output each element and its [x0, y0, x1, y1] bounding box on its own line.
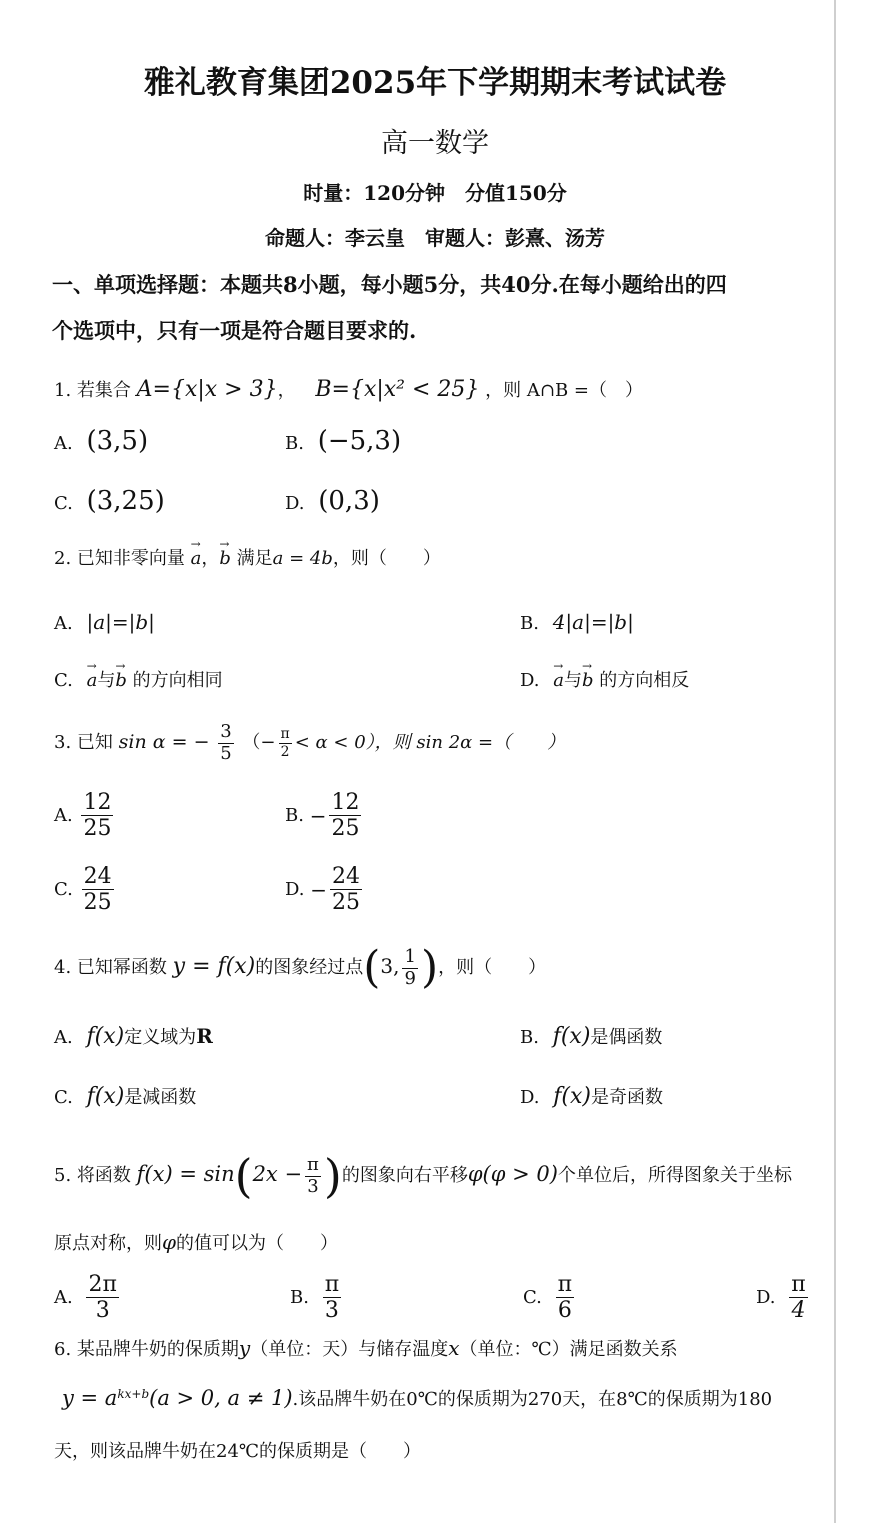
q2-option-d [520, 672, 689, 690]
numerator: 3 [220, 720, 232, 742]
numerator: π [307, 1153, 319, 1175]
denominator: 3 [95, 1298, 110, 1324]
option-label: B. [285, 804, 304, 826]
denominator: 3 [307, 1175, 319, 1197]
option-function: f(x) [86, 1084, 125, 1109]
question-4: 4. 已知幂函数 y = f(x)的图象经过点(3, $\frac{1}{9}$ )，则（ ） [54, 942, 547, 993]
real-numbers-symbol: R [196, 1024, 213, 1048]
q5-inner: 2x − [252, 1162, 303, 1186]
vector-b: → b [582, 672, 594, 690]
question-5-line2 [54, 1232, 338, 1253]
numerator: 24 [83, 864, 112, 889]
q3-pi-half [279, 726, 292, 759]
q5-line2: 原点对称，则 [54, 1233, 162, 1254]
denominator: 2 [280, 743, 290, 760]
q3-ask: sin 2α =（ ） [416, 732, 566, 753]
option-value: |a|=|b| [86, 610, 155, 634]
q6-var-y: y [238, 1336, 251, 1360]
option-sign: − [309, 803, 327, 828]
denominator: 9 [404, 967, 416, 989]
q5-option-d [756, 1272, 811, 1324]
q3-fraction [218, 722, 233, 764]
q1-option-d [285, 488, 380, 514]
with-text: 与 [563, 670, 582, 691]
option-label: A. [54, 804, 73, 826]
option-text: 是减函数 [124, 1087, 197, 1108]
q6-condition: (a > 0, a ≠ 1) [149, 1386, 293, 1410]
q6-line1c: （单位：℃）满足函数关系 [459, 1339, 678, 1360]
q6-exponent: kx+b [117, 1387, 150, 1401]
option-value: (3,25) [86, 486, 165, 516]
time-score-line: 时量：120分钟 分值150分 [303, 181, 567, 205]
q5-mid: 的图象向右平移 [341, 1165, 468, 1186]
option-text: 定义域为 [124, 1027, 197, 1048]
denominator: 4 [791, 1298, 806, 1324]
option-label: D. [285, 878, 305, 900]
option-label: D. [520, 670, 540, 691]
with-text: 与 [97, 670, 116, 691]
q3-range-right: < α < 0），则 [294, 732, 411, 753]
option-label: A. [54, 613, 73, 634]
question-6 [54, 1338, 678, 1359]
denominator: 3 [324, 1298, 339, 1324]
option-text: 的方向相同 [132, 670, 223, 691]
q4-suffix: ，则（ ） [438, 957, 547, 978]
q3-sin: sin α = − [118, 731, 210, 753]
vector-a: → a [191, 550, 202, 568]
option-fraction [81, 790, 113, 842]
option-label: C. [54, 670, 73, 691]
q3-prefix: 3. 已知 [54, 732, 113, 753]
vector-a: → a [87, 672, 98, 690]
q5-function: f(x) = sin [136, 1162, 235, 1186]
option-function: f(x) [552, 1024, 591, 1049]
authors-line: 命题人：李云皇 审题人：彭熹、汤芳 [265, 226, 605, 250]
option-label: A. [54, 1027, 73, 1048]
denominator: 6 [557, 1298, 572, 1324]
numerator: π [791, 1272, 806, 1297]
question-2: 2. 已知非零向量 → a，→ b 满足a = 4b，则（ ） [54, 550, 441, 568]
numerator: 12 [331, 790, 360, 815]
numerator: π [280, 726, 290, 743]
question-6-line2 [62, 1388, 772, 1409]
numerator: 1 [404, 945, 416, 967]
q5-line2-end: 的值可以为（ ） [176, 1233, 339, 1254]
q5-option-b [290, 1272, 344, 1324]
section-heading-line1: 一、单项选择题：本题共8小题，每小题5分，共40分.在每小题给出的四 [52, 272, 727, 297]
numerator: π [557, 1272, 573, 1297]
option-label: C. [54, 878, 73, 900]
q1-set-a: A={x|x > 3} [136, 377, 278, 402]
option-label: B. [290, 1286, 309, 1308]
q2-option-a [54, 612, 155, 633]
q6-formula: y = a [62, 1386, 118, 1410]
q3-option-d [285, 864, 365, 916]
subject-title: 高一数学 [381, 128, 489, 159]
q4-option-b [520, 1026, 662, 1048]
question-5: 5. 将函数 f(x) = sin(2x − $\frac{\pi}{3}$ )的图象向右平移φ(φ > 0)个单位后，所得图象关于坐标 [54, 1149, 792, 1203]
option-value: (−5,3) [317, 426, 402, 456]
q3-option-b [285, 790, 364, 842]
vector-b: → b [115, 672, 127, 690]
option-fraction [329, 790, 361, 842]
option-label: B. [285, 433, 304, 454]
q5-line2-phi: φ [162, 1230, 177, 1254]
q6-line1b: （单位：天）与储存温度 [250, 1339, 449, 1360]
option-sign: − [310, 877, 328, 902]
option-label: A. [54, 1286, 73, 1308]
denominator: 5 [220, 742, 232, 764]
q2-prefix: 2. 已知非零向量 [54, 548, 185, 569]
option-text: 的方向相反 [599, 670, 690, 691]
q1-set-b: B={x|x² < 25} [315, 377, 480, 402]
q4-option-a [54, 1026, 213, 1048]
q4-mid: 的图象经过点 [255, 957, 364, 978]
option-label: D. [520, 1087, 540, 1108]
question-3 [54, 716, 565, 769]
q1-suffix: ，则 A∩B =（ ） [485, 380, 643, 401]
q4-option-d [520, 1086, 663, 1108]
option-fraction [330, 864, 362, 916]
denominator: 25 [83, 890, 112, 916]
numerator: 2π [88, 1272, 117, 1297]
q1-option-a [54, 428, 148, 454]
q1-prefix: 1. 若集合 [54, 380, 131, 401]
option-text: 是偶函数 [590, 1027, 663, 1048]
q5-pi-third [305, 1155, 321, 1197]
option-label: D. [285, 493, 305, 514]
denominator: 25 [332, 890, 361, 916]
q2-option-b [520, 612, 634, 633]
option-fraction [86, 1272, 118, 1324]
q1-option-c [54, 488, 165, 514]
q2-suffix: ，则（ ） [332, 548, 441, 569]
q6-var-x: x [448, 1336, 460, 1360]
q4-option-c [54, 1086, 196, 1108]
option-text: 是奇函数 [590, 1087, 663, 1108]
option-fraction [82, 864, 114, 916]
option-value: 4|a|=|b| [552, 610, 634, 634]
vector-b: → b [219, 550, 231, 568]
q5-option-a [54, 1272, 122, 1324]
numerator: 24 [332, 864, 361, 889]
q3-range-left: （− [242, 732, 276, 753]
question-1: 1. 若集合 A={x|x > 3}， B={x|x² < 25} ，则 A∩B =（ ） [54, 377, 643, 402]
numerator: π [324, 1272, 340, 1297]
numerator: 12 [83, 790, 112, 815]
option-fraction [556, 1272, 574, 1324]
q4-point-fraction [402, 947, 417, 989]
q3-option-c [54, 864, 117, 916]
section-heading-line2: 个选项中，只有一项是符合题目要求的. [52, 318, 417, 343]
q4-point-x: 3, [380, 954, 400, 978]
option-value: (3,5) [86, 426, 149, 456]
q2-equation: a = 4b [272, 548, 333, 569]
option-function: f(x) [86, 1024, 125, 1049]
q1-option-b [285, 428, 401, 454]
option-label: D. [756, 1286, 776, 1308]
option-label: A. [54, 433, 73, 454]
q6-line2b: .该品牌牛奶在0℃的保质期为270天，在8℃的保质期为180 [292, 1389, 773, 1410]
option-value: (0,3) [318, 486, 380, 516]
option-fraction [789, 1272, 807, 1324]
q5-phi: φ(φ > 0) [467, 1162, 558, 1186]
option-label: B. [520, 613, 539, 634]
option-label: C. [54, 493, 73, 514]
option-label: B. [520, 1027, 539, 1048]
q2-option-c [54, 672, 223, 690]
q6-line1a: 6. 某品牌牛奶的保质期 [54, 1339, 239, 1360]
exam-title: 雅礼教育集团2025年下学期期末考试试卷 [143, 65, 727, 101]
option-label: C. [523, 1286, 542, 1308]
option-fraction [323, 1272, 341, 1324]
q5-prefix: 5. 将函数 [54, 1165, 131, 1186]
option-label: C. [54, 1087, 73, 1108]
q4-prefix: 4. 已知幂函数 [54, 957, 167, 978]
q3-option-a [54, 790, 116, 842]
q4-function: y = f(x) [172, 954, 256, 979]
denominator: 25 [83, 816, 112, 842]
vector-a: → a [553, 672, 564, 690]
option-function: f(x) [553, 1084, 591, 1109]
q5-option-c [523, 1272, 577, 1324]
question-6-line3: 天，则该品牌牛奶在24℃的保质期是（ ） [54, 1441, 422, 1462]
q5-suffix: 个单位后，所得图象关于坐标 [557, 1165, 792, 1186]
q2-mid: 满足 [236, 548, 273, 569]
denominator: 25 [331, 816, 360, 842]
